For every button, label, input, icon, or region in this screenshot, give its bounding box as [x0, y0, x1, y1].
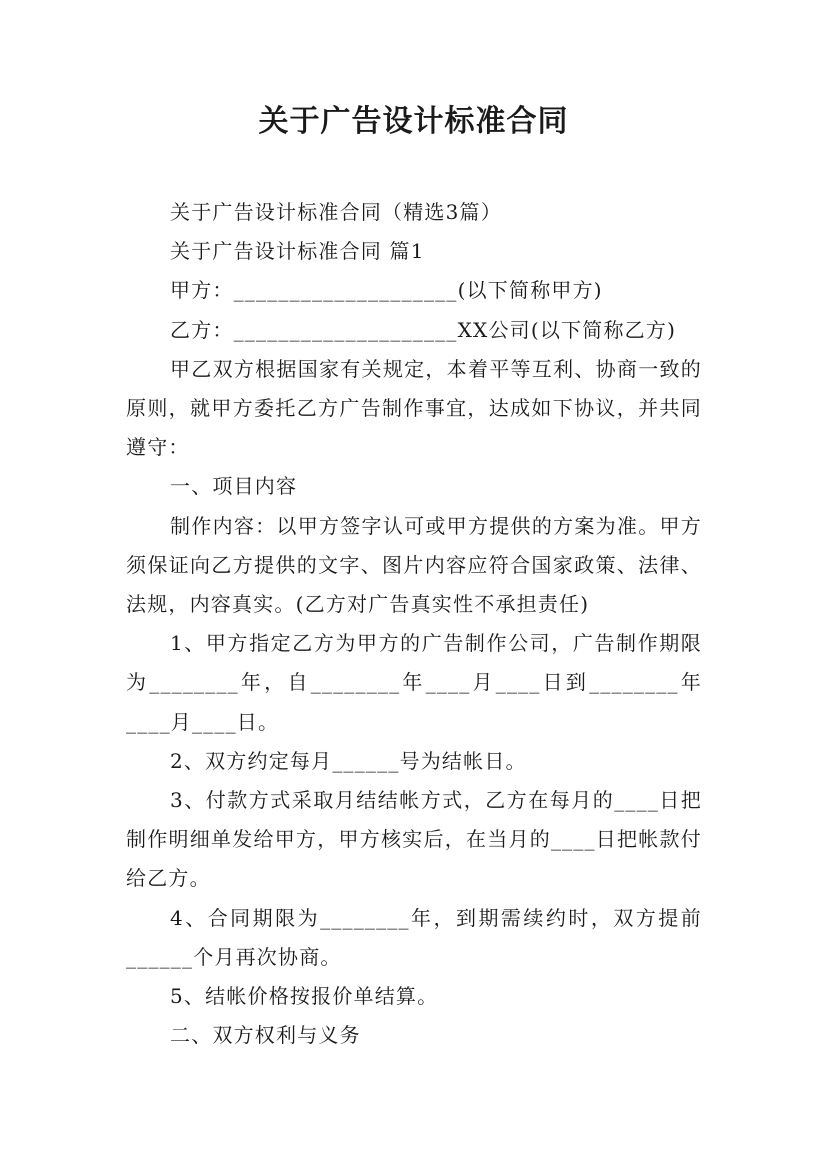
paragraph-clause-4: 4、合同期限为________年，到期需续约时，双方提前______个月再次协商。 — [126, 905, 702, 969]
paragraph-clause-1: 1、甲方指定乙方为甲方的广告制作公司，广告制作期限为________年，自________年____月____日到________年____月____日。 — [126, 631, 702, 734]
paragraph-heading-project: 一、项目内容 — [170, 474, 298, 499]
document-body — [126, 193, 702, 1055]
paragraph-preamble: 甲乙双方根据国家有关规定，本着平等互利、协商一致的原则，就甲方委托乙方广告制作事宜，达成如下协议，并共同遵守： — [126, 356, 702, 460]
paragraph-content: 制作内容：以甲方签字认可或甲方提供的方案为准。甲方须保证向乙方提供的文字、图片内容应符合国家政策、法律、法规，内容真实。(乙方对广告真实性不承担责任) — [126, 513, 702, 617]
document-title: 关于广告设计标准合同 — [258, 104, 569, 139]
paragraph-party-a: 甲方：____________________(以下简称甲方) — [170, 278, 603, 303]
paragraph-party-b: 乙方：____________________XX公司(以下简称乙方) — [170, 317, 677, 342]
paragraph-clause-3: 3、付款方式采取月结结帐方式，乙方在每月的____日把制作明细单发给甲方，甲方核实后，在当月的____日把帐款付给乙方。 — [126, 788, 702, 891]
paragraph-heading-rights: 二、双方权利与义务 — [170, 1023, 361, 1048]
paragraph-section-heading: 关于广告设计标准合同 篇1 — [170, 239, 425, 264]
paragraph-subtitle: 关于广告设计标准合同（精选3篇） — [170, 200, 502, 224]
paragraph-clause-2: 2、双方约定每月______号为结帐日。 — [170, 748, 527, 773]
paragraph-clause-5: 5、结帐价格按报价单结算。 — [170, 984, 439, 1009]
